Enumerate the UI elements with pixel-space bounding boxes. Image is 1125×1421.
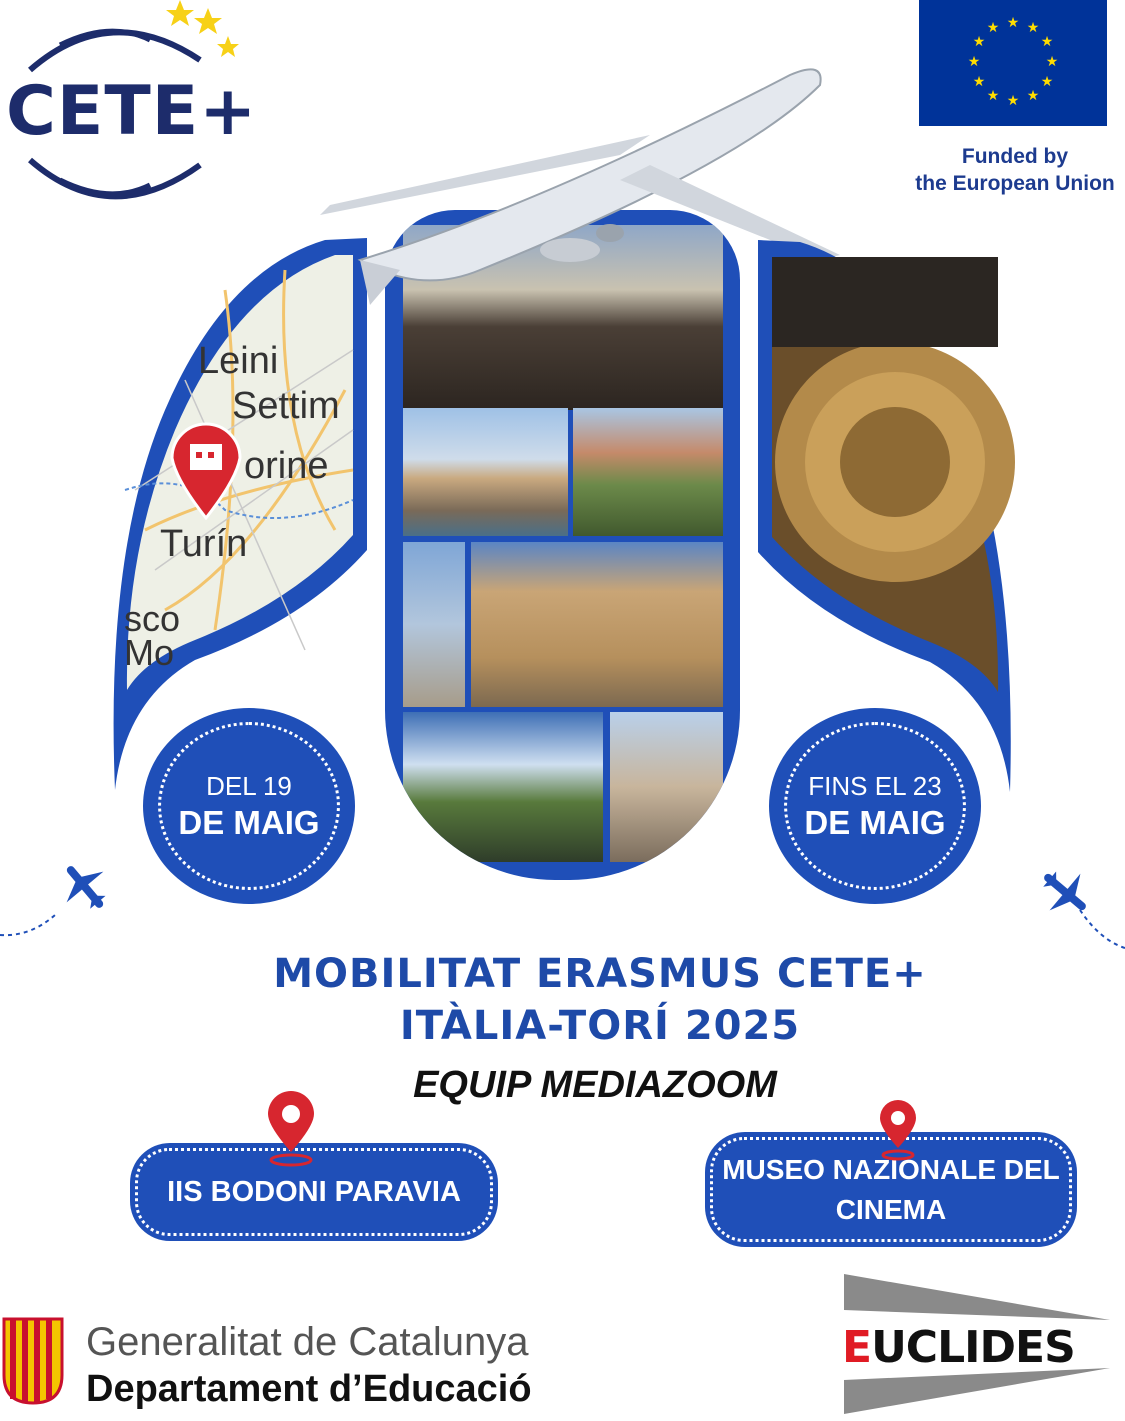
airplane-left-icon [0,855,115,945]
title-line1: MOBILITAT ERASMUS CETE+ [273,951,927,997]
location-pin-icon [262,1090,320,1168]
svg-text:★: ★ [972,34,986,50]
map-label-settimo: Settim [232,385,340,427]
location-museum-line1: MUSEO NAZIONALE DEL [722,1153,1060,1185]
location-pin-icon [168,420,244,520]
start-date-month: DE MAIG [178,803,320,841]
svg-text:★: ★ [972,74,986,90]
end-date-circle [769,708,981,904]
start-date-ring [158,722,340,890]
svg-text:★: ★ [1006,15,1020,31]
map-label-torinese: orine [244,445,329,487]
department-name: Departament d’Educació [86,1368,532,1410]
end-date-month: DE MAIG [804,803,946,841]
start-date-circle [143,708,355,904]
photo-palazzo-madama [471,542,723,707]
svg-text:★: ★ [967,54,981,70]
airplane-right-icon [1030,860,1125,955]
star-icon [166,0,194,26]
euclides-e: E [842,1322,872,1373]
euclides-rest: UCLIDES [871,1322,1075,1373]
photo-city-mountains [403,712,603,862]
svg-text:★: ★ [986,88,1000,104]
end-date-ring [784,722,966,890]
euclides-wordmark [842,1322,1075,1373]
svg-text:★: ★ [1026,20,1040,36]
eu-line2: the European Union [915,172,1115,195]
svg-text:★: ★ [986,20,1000,36]
location-pin-icon [876,1100,920,1162]
photo-palazzo-reale [403,408,568,536]
svg-text:★: ★ [1040,74,1054,90]
map-label-turin: Turín [160,523,248,565]
map-label-sco: sco [124,598,181,639]
cete-logo-text: CETE+ [6,72,258,151]
start-date-day: DEL 19 [206,770,292,801]
svg-text:★: ★ [1026,88,1040,104]
generalitat-logo [0,1315,66,1407]
eu-funding-text [895,143,1125,197]
map-label-leini: Leini [198,340,279,382]
svg-text:★: ★ [1045,54,1059,70]
eu-stars-icon [919,0,1107,126]
photo-mole-dome [403,542,465,707]
generalitat-name: Generalitat de Catalunya [86,1320,529,1364]
eu-flag [919,0,1107,126]
photo-statue-church [610,712,723,862]
star-icon [217,36,239,57]
map-label-mo: Mo [124,632,174,673]
photo-castle [573,408,723,536]
title-line2: ITÀLIA-TORÍ 2025 [399,1003,801,1049]
end-date-day: FINS EL 23 [808,770,942,801]
svg-text:★: ★ [1006,93,1020,109]
star-icon [194,8,222,34]
location-museum-line2: CINEMA [835,1193,947,1225]
event-title [200,948,1000,1052]
svg-text:★: ★ [1040,34,1054,50]
team-name: EQUIP MEDIAZOOM [413,1064,777,1106]
eu-line1: Funded by [961,145,1069,168]
location-school-label: IIS BODONI PARAVIA [167,1175,461,1208]
